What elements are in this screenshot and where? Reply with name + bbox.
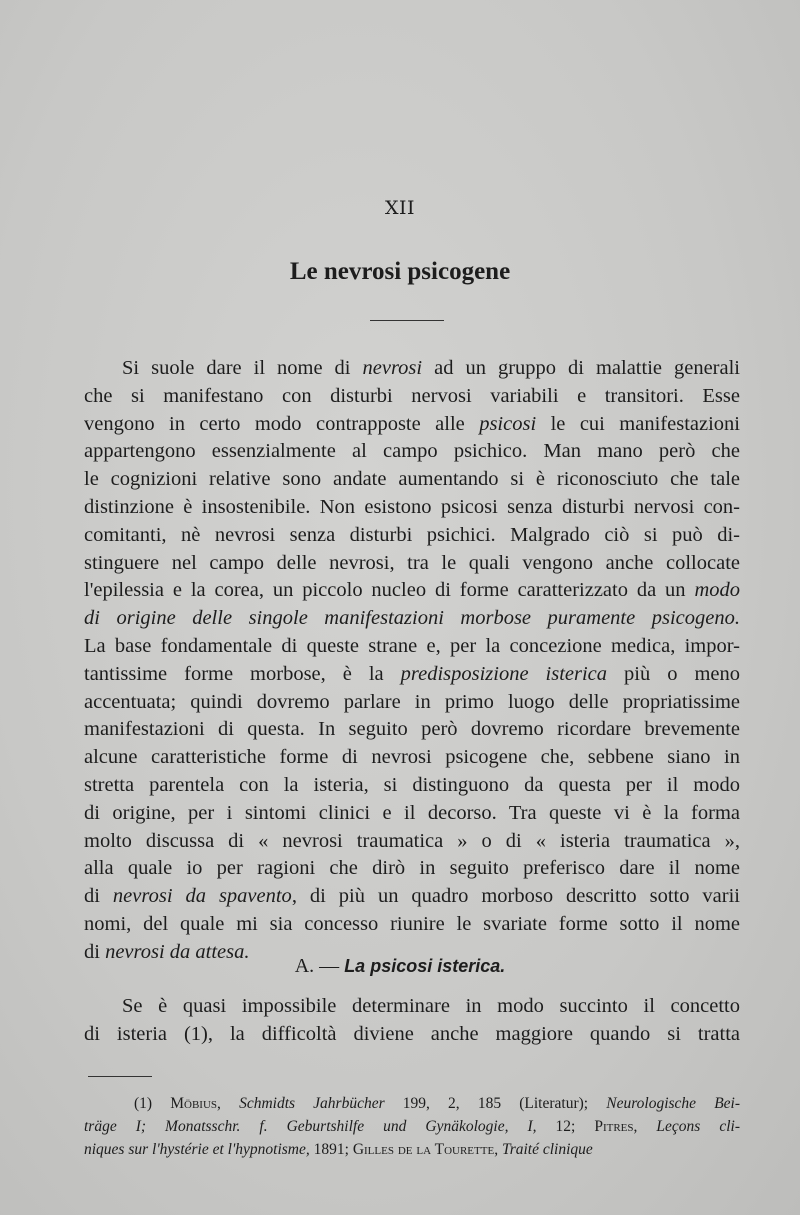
text-line: che si manifestano con disturbi nervosi variabili e transitori. Esse [84,384,740,407]
chapter-title: Le nevrosi psicogene [289,258,511,285]
text-line: Se è quasi impossibile determinare in modo succinto il concetto [122,995,740,1017]
text-line: stinguere nel campo delle nevrosi, tra le quali vengono anche collocate [84,551,740,574]
text-line: le cognizioni relative sono andate aumentando si è riconosciuto che tale [84,468,740,491]
text-line: molto discussa di « nevrosi traumatica » o di « isteria traumatica », [84,829,740,852]
chapter-number: XII [384,197,416,219]
text-line: di origine, per i sintomi clinici e il decorso. Tra queste vi è la forma [84,801,740,824]
paragraph-1 [84,355,740,967]
text-line: accentuata; quindi dovremo parlare in primo luogo delle propriatissime [84,690,740,713]
section-title: La psicosi isterica. [344,956,506,976]
text-line: stretta parentela con la isteria, si distinguono da questa per il modo [84,773,740,796]
paragraph-2 [84,993,740,1049]
section-heading [0,955,800,978]
text-line: alla quale io per ragioni che dirò in seguito preferisco dare il nome [84,857,740,880]
text-line: di nevrosi da spavento, di più un quadro morboso descritto sotto varii [84,885,740,908]
text-line: alcune caratteristiche forme di nevrosi psicogene che, sebbene siano in [84,746,740,769]
text-line: l'epilessia e la corea, un piccolo nucleo di forme caratterizzato da un modo [84,579,740,602]
text-line: di nevrosi da attesa. [84,940,250,963]
text-line: vengono in certo modo contrapposte alle psicosi le cui manifestazioni [84,412,740,435]
text-line: di origine delle singole manifestazioni morbose puramente psicogeno. [84,607,740,630]
text-line: comitanti, nè nevrosi senza disturbi psichici. Malgrado ciò si può di- [84,523,740,546]
footnote-rule [88,1076,152,1077]
section-letter: A. — [294,955,340,977]
text-line: appartengono essenzialmente al campo psichico. Man mano però che [84,440,740,463]
text-line: distinzione è insostenibile. Non esistono psicosi senza disturbi nervosi con- [84,495,740,518]
text-line: La base fondamentale di queste strane e, per la concezione medica, impor- [84,634,740,657]
footnote-line: niques sur l'hystérie et l'hypnotisme, 1891; Gilles de la Tourette, Traité clinique [84,1141,593,1158]
footnote-line: träge I; Monatsschr. f. Geburtshilfe und Gynäkologie, I, 12; Pitres, Leçons cli- [84,1118,740,1135]
text-line: nomi, del quale mi sia concesso riunire le svariate forme sotto il nome [84,912,740,935]
text-line: tantissime forme morbose, è la predisposizione isterica più o meno [84,662,740,685]
footnote-line: (1) Möbius, Schmidts Jahrbücher 199, 2, 185 (Literatur); Neurologische Bei- [134,1095,740,1112]
text-line: manifestazioni di questa. In seguito però dovremo ricordare brevemente [84,718,740,741]
footnotes [84,1092,740,1161]
text-line: Si suole dare il nome di nevrosi ad un gruppo di malattie generali [122,357,740,379]
title-rule [370,320,444,321]
text-line: di isteria (1), la difficoltà diviene anche maggiore quando si tratta [84,1022,740,1045]
